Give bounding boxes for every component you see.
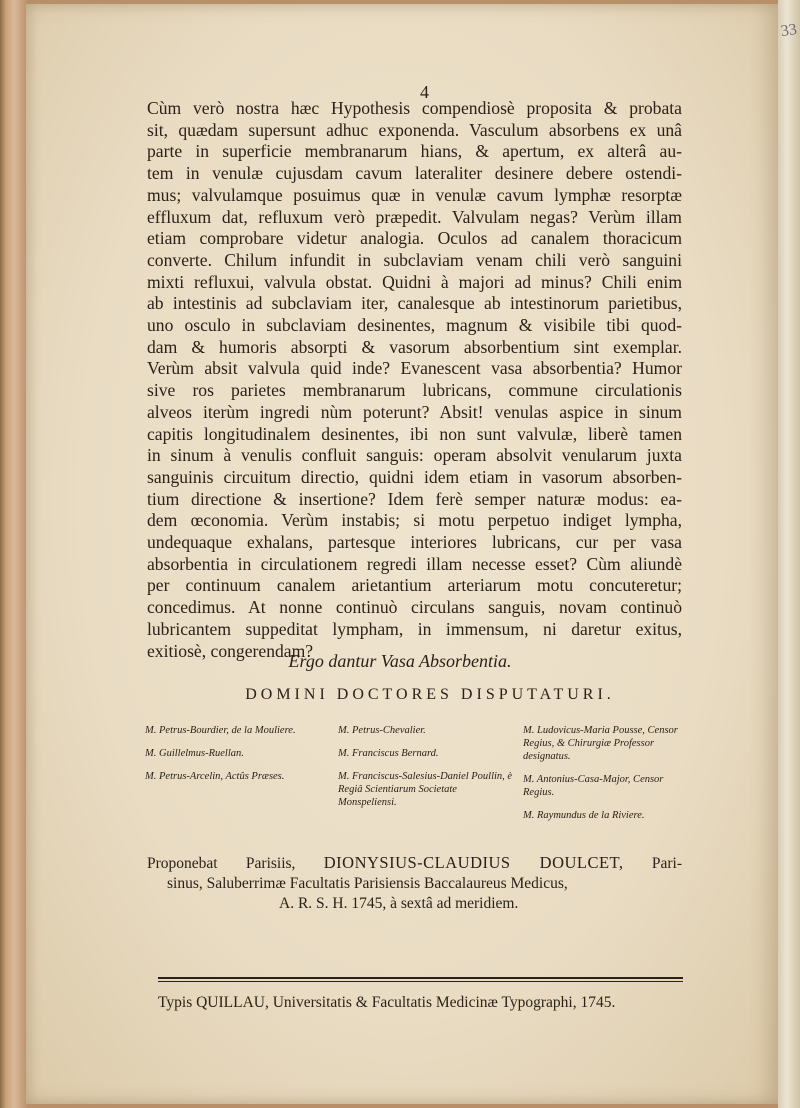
doctors-column-1 [145,724,335,793]
body-line: Cùm verò nostra hæc Hypothesis compendiosè proposita & probata [147,98,682,118]
body-line: sanguinis circuitum directio, quidni idem etiam in vasorum absorben- [147,466,682,487]
body-line: per continuum canalem arietantium arteriarum motu concuteretur; [147,575,682,596]
disputaturi-heading: DOMINI DOCTORES DISPUTATURI. [245,686,615,703]
doctor-entry: M. Petrus-Bourdier, de la Mouliere. [145,725,296,736]
doctor-entry: M. Petrus-Arcelin, Actûs Præses. [145,771,285,782]
proponebat-block [147,853,682,914]
doctor-entry: M. Franciscus Bernard. [338,748,439,759]
body-line: dam & humoris absorpti & vasorum absorbentium sint exemplar. [147,336,682,357]
body-line: etiam comprobare videtur analogia. Oculos ad canalem thoracicum [147,228,682,249]
page-number: 4 [420,82,429,102]
body-line: sit, quædam supersunt adhuc exponenda. Vasculum absorbens ex unâ [147,119,682,140]
body-line: capitis longitudinalem desinentes, ibi non sunt valvulæ, liberè tamen [147,423,682,444]
body-paragraph [147,98,682,662]
body-line: lubricantem suppeditat lympham, in immensum, ni daretur exitus, [147,618,682,639]
body-line: converte. Chilum infundit in subclaviam venam chili verò sanguini [147,249,682,270]
body-line: ab intestinis ad subclaviam iter, canalesque ab intestinorum parietibus, [147,293,682,314]
proponebat-line-1-tail: Pari- [651,855,682,872]
body-line: mus; valvulamque posuimus quæ in venulæ cavum lymphæ resorptæ [147,184,682,205]
proponebat-line-2: sinus, Saluberrimæ Facultatis Parisiensis Baccalaureus Medicus, [167,875,568,892]
proponebat-line-3: A. R. S. H. 1745, à sextâ ad meridiem. [279,895,519,912]
doctor-entry: M. Guillelmus-Ruellan. [145,748,244,759]
body-line: sive ros parietes membranarum lubricans, commune circulationis [147,380,682,401]
body-line: tium directione & insertione? Idem ferè semper naturæ modus: ea- [147,488,682,509]
doctor-entry: M. Franciscus-Salesius-Daniel Poullin, è Regiâ Scientiarum Societate Monspeliensi. [338,771,513,808]
body-line: absorbentia in circulationem regredi illam necesse esset? Cùm aliundè [147,553,682,574]
doctor-entry: M. Ludovicus-Maria Pousse, Censor Regius, & Chirurgiæ Professor designatus. [523,725,678,762]
body-line: exitiosè, congerendam? [147,640,314,661]
body-line: alveos iterùm ingredi nùm poterunt? Absit! venulas aspice in sinum [147,401,682,422]
divider-rule-thick [158,977,683,979]
doctor-entry: M. Antonius-Casa-Major, Censor Regius. [523,774,664,798]
proponebat-line-1 [147,853,682,874]
body-line: Verùm absit valvula quid inde? Evanescent vasa absorbentia? Humor [147,358,682,379]
body-line: mixti refluxui, valvula obstat. Quidni à majori ad minus? Chili enim [147,271,682,292]
doctor-entry: M. Petrus-Chevalier. [338,725,426,736]
divider-rule-thin [158,981,683,982]
doctors-column-3 [523,724,688,832]
body-line: uno osculo in subclaviam desinentes, magnum & visibile tibi quod- [147,315,682,336]
next-page-number-fragment: 33 [779,20,799,41]
respondent-name: DIONYSIUS-CLAUDIUS DOULCET, [323,853,624,872]
next-page-edge [778,0,800,1108]
body-line: tem in venulæ cujusdam cavum lateraliter desinere debere ostendi- [147,163,682,184]
body-line: effluxum dat, refluxum verò præpedit. Valvulam negas? Verùm illam [147,206,682,227]
body-line: parte in superficie membranarum hians, & apertum, ex alterâ au- [147,141,682,162]
body-line: in sinum à venulis confluit sanguis: operam absolvit venularum juxta [147,445,682,466]
body-line: concedimus. At nonne continuò circulans sanguis, novam continuò [147,597,682,618]
doctor-entry: M. Raymundus de la Riviere. [523,810,645,821]
body-line: undequaque exhalans, partesque interiores lubricans, cur per vasa [147,532,682,553]
conclusion: Ergo dantur Vasa Absorbentia. [288,651,512,671]
printer-imprint: Typis QUILLAU, Universitatis & Facultatis Medicinæ Typographi, 1745. [158,994,616,1011]
doctors-column-2 [338,724,518,819]
proponebat-lead: Proponebat Parisiis, [147,855,296,872]
body-line: dem œconomia. Verùm instabis; si motu perpetuo indiget lympha, [147,510,682,531]
